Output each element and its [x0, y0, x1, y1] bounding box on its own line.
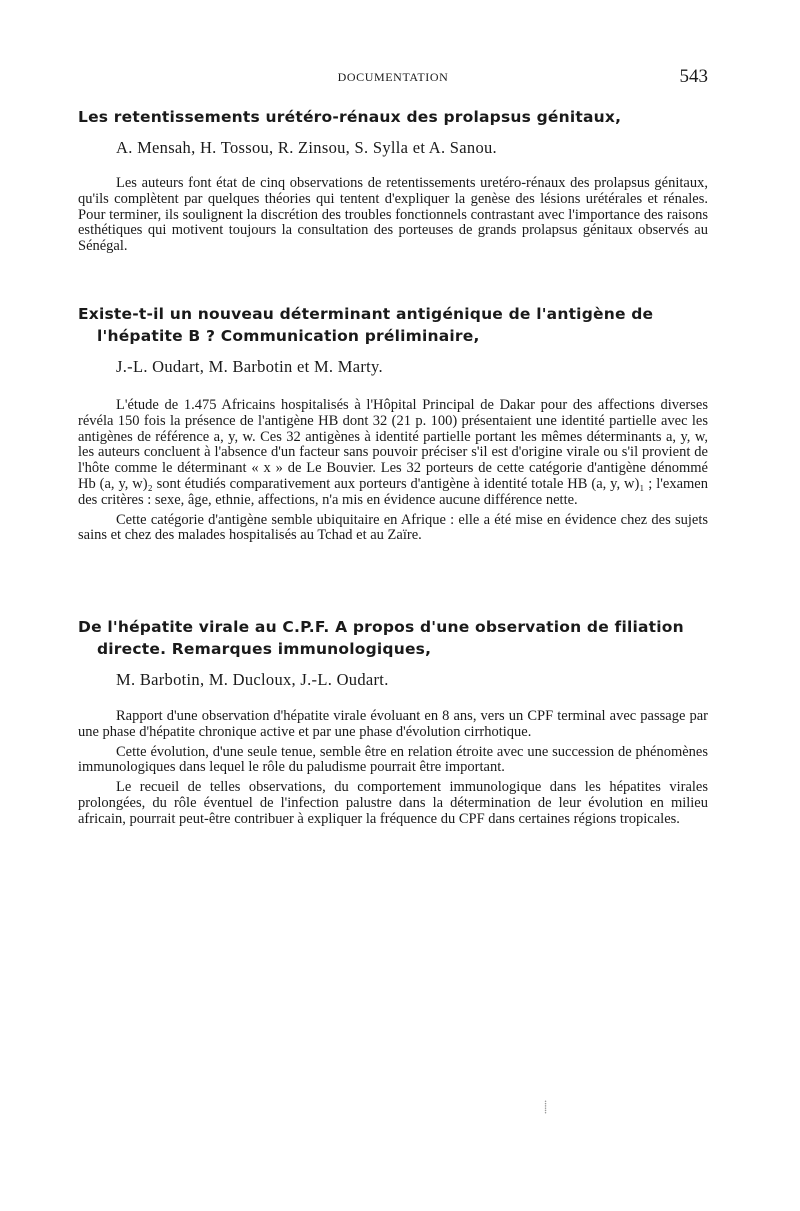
page-number: 543 — [679, 66, 708, 87]
article-1 — [78, 106, 708, 255]
article-body — [78, 709, 708, 828]
paragraph: Cette catégorie d'antigène semble ubiquitaire en Afrique : elle a été mise en évidence chez des sujets sains et chez des malades hospitalisés au Tchad et au Zaïre. — [78, 511, 708, 544]
article-2 — [78, 303, 708, 544]
scan-mark-icon: ⸽ — [544, 1100, 548, 1114]
paragraph: Rapport d'une observation d'hépatite virale évoluant en 8 ans, vers un CPF terminal avec passage par une phase d'hépatite chronique active et par une phase d'évolution cirrhotique. — [78, 708, 708, 740]
article-title: De l'hépatite virale au C.P.F. A propos d'une observation de filiation directe. Remarques immunologiques, — [78, 618, 684, 658]
paragraph: Les auteurs font état de cinq observations de retentissements uretéro-rénaux des prolapsus génitaux, qu'ils complètent par quelques théories qui tentent d'expliquer la genèse des lésions urétérales et rénales. Pour terminer, ils soulignent la discrétion des troubles fonctionnels contrastant avec l'importance des raisons esthétiques qui motivent toujours la consultation des porteuses de grands prolapsus génitaux observés au Sénégal. — [78, 175, 708, 255]
paragraph: Cette évolution, d'une seule tenue, semble être en relation étroite avec une succession de phénomènes immunologiques dans lequel le rôle du paludisme pourrait être important. — [78, 743, 708, 776]
article-body — [78, 176, 708, 255]
paragraph: Le recueil de telles observations, du comportement immunologique dans les hépatites virales prolongées, du rôle éventuel de l'infection palustre dans la détermination de leur évolution en milieu africain, pourrait peut-être contribuer à expliquer la fréquence du CPF dans certaines régions tropicales. — [78, 779, 708, 827]
article-title: Les retentissements urétéro-rénaux des prolapsus génitaux, — [78, 108, 622, 126]
paragraph: L'étude de 1.475 Africains hospitalisés à l'Hôpital Principal de Dakar pour des affections diverses révéla 150 fois la présence de l'antigène HB dont 32 (21 p. 100) présentaient une identité partielle avec les antigènes de référence a, y, w. Ces 32 antigènes à identité partielle portant les mêmes déterminants a, y, w, les auteurs concluent à l'absence d'un facteur sans pouvoir préciser s'il est d'origine virale ou s'il provient de l'hôte comme le déterminant « x » de Le Bouvier. Les 32 porteurs de cette catégorie d'antigène dénommé Hb (a, y, w)₂ sont étudiés comparativement aux porteurs d'antigène à identité totale HB (a, y, w)₁ ; l'examen des critères : sexe, âge, ethnie, affections, n'a mis en évidence aucune différence nette. — [78, 397, 708, 508]
article-authors: J.-L. Oudart, M. Barbotin et M. Marty. — [116, 357, 383, 376]
article-body — [78, 398, 708, 544]
article-3 — [78, 616, 708, 828]
running-head — [78, 66, 708, 90]
running-title: DOCUMENTATION — [337, 70, 449, 84]
article-authors: A. Mensah, H. Tossou, R. Zinsou, S. Sylla et A. Sanou. — [116, 138, 497, 157]
article-authors: M. Barbotin, M. Ducloux, J.-L. Oudart. — [116, 670, 389, 689]
article-title: Existe-t-il un nouveau déterminant antigénique de l'antigène de l'hépatite B ? Communication préliminaire, — [78, 305, 654, 345]
